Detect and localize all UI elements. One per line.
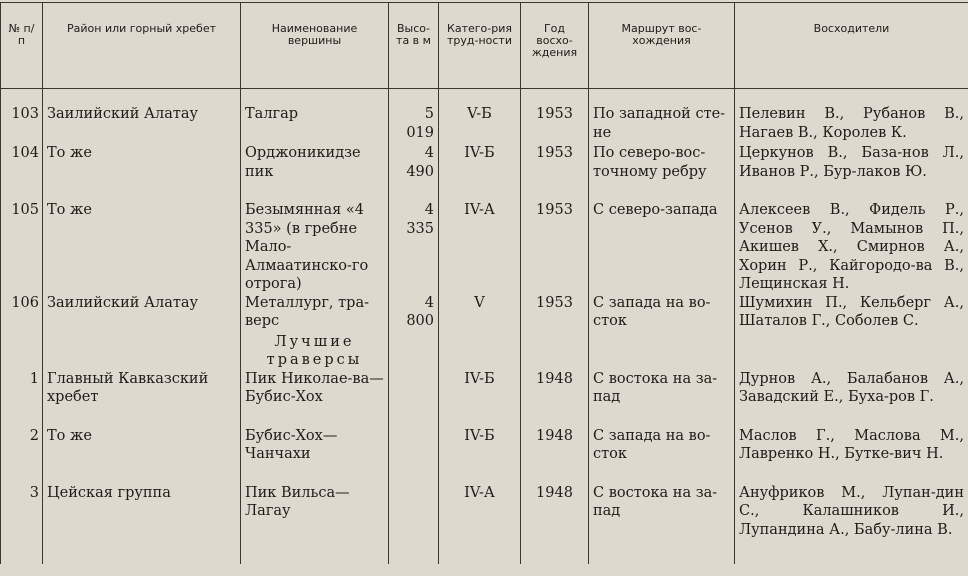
cell-climbers: Пелевин В., Рубанов В., Нагаев В., Королев К. xyxy=(735,103,968,144)
cell-num: 105 xyxy=(1,201,43,294)
cell-route: С востока на за-пад xyxy=(589,370,735,427)
cell-climbers: Церкунов В., База-нов Л., Иванов Р., Бур-лаков Ю. xyxy=(735,144,968,201)
header-category: Катего-рия труд-ности xyxy=(439,3,521,89)
spacer-row xyxy=(1,89,968,104)
header-climbers: Восходители xyxy=(735,3,968,89)
cell-year: 1948 xyxy=(521,370,589,427)
cell-region: То же xyxy=(43,427,241,484)
cell-category: IV-А xyxy=(439,201,521,294)
cell-peak: Бубис-Хох—Чанчахи xyxy=(241,427,389,484)
cell-climbers: Дурнов А., Балабанов А., Завадский Е., Буха-ров Г. xyxy=(735,370,968,427)
cell-num: 106 xyxy=(1,294,43,370)
cell-route: По северо-вос-точному ребру xyxy=(589,144,735,201)
cell-region: Заилийский Алатау xyxy=(43,294,241,370)
cell-category: IV-А xyxy=(439,484,521,564)
cell-height xyxy=(389,484,439,564)
cell-num: 104 xyxy=(1,144,43,201)
cell-region: Заилийский Алатау xyxy=(43,103,241,144)
cell-height: 5 019 xyxy=(389,103,439,144)
cell-year: 1953 xyxy=(521,103,589,144)
cell-category: V xyxy=(439,294,521,370)
cell-category: V-Б xyxy=(439,103,521,144)
cell-peak: Безымянная «4 335» (в гребне Мало-Алмаатинско-го отрога) xyxy=(241,201,389,294)
table-row xyxy=(1,144,968,201)
cell-route: С востока на за-пад xyxy=(589,484,735,564)
cell-height: 4 335 xyxy=(389,201,439,294)
cell-region: Цейская группа xyxy=(43,484,241,564)
cell-route: С запада на во-сток xyxy=(589,427,735,484)
table-row xyxy=(1,201,968,294)
cell-route: С запада на во-сток xyxy=(589,294,735,370)
table-row xyxy=(1,294,968,370)
cell-year: 1948 xyxy=(521,484,589,564)
table-row xyxy=(1,427,968,484)
cell-num: 3 xyxy=(1,484,43,564)
cell-route: По западной сте-не xyxy=(589,103,735,144)
cell-peak: Талгар xyxy=(241,103,389,144)
cell-region: То же xyxy=(43,201,241,294)
table-row xyxy=(1,103,968,144)
cell-peak-with-heading xyxy=(241,294,389,370)
cell-num: 2 xyxy=(1,427,43,484)
header-peak: Наименование вершины xyxy=(241,3,389,89)
table-row xyxy=(1,370,968,427)
header-year: Год восхо-ждения xyxy=(521,3,589,89)
cell-category: IV-Б xyxy=(439,144,521,201)
cell-num: 1 xyxy=(1,370,43,427)
cell-height xyxy=(389,427,439,484)
cell-peak: Пик Николае-ва—Бубис-Хох xyxy=(241,370,389,427)
cell-height: 4 490 xyxy=(389,144,439,201)
cell-category: IV-Б xyxy=(439,370,521,427)
cell-peak: Металлург, тра-верс xyxy=(245,294,369,329)
cell-category: IV-Б xyxy=(439,427,521,484)
cell-region: То же xyxy=(43,144,241,201)
header-num: № п/п xyxy=(1,3,43,89)
cell-year: 1948 xyxy=(521,427,589,484)
ascents-table xyxy=(0,2,968,564)
cell-route: С северо-запада xyxy=(589,201,735,294)
cell-height: 4 800 xyxy=(389,294,439,370)
cell-num: 103 xyxy=(1,103,43,144)
header-height: Высо-та в м xyxy=(389,3,439,89)
cell-climbers: Маслов Г., Маслова М., Лавренко Н., Буткe-вич Н. xyxy=(735,427,968,484)
cell-climbers: Алексеев В., Фидель Р., Усенов У., Мамынов П., Акишев Х., Смирнов А., Хорин Р., Кайгородо-ва В., Лещинская Н. xyxy=(735,201,968,294)
cell-peak: Пик Вильса—Лагау xyxy=(241,484,389,564)
cell-year: 1953 xyxy=(521,201,589,294)
cell-region: Главный Кавказский хребет xyxy=(43,370,241,427)
cell-climbers: Ануфриков М., Лупан-дин С., Калашников И., Лупандина А., Бабу-лина В. xyxy=(735,484,968,564)
header-region: Район или горный хребет xyxy=(43,3,241,89)
table-row xyxy=(1,484,968,564)
header-route: Маршрут вос-хождения xyxy=(589,3,735,89)
cell-peak: Орджоникидзе пик xyxy=(241,144,389,201)
cell-year: 1953 xyxy=(521,294,589,370)
cell-year: 1953 xyxy=(521,144,589,201)
cell-height xyxy=(389,370,439,427)
table-header-row xyxy=(1,3,968,89)
section-heading: Лучшие траверсы xyxy=(266,333,363,368)
cell-climbers: Шумихин П., Кельберг А., Шаталов Г., Соболев С. xyxy=(735,294,968,370)
